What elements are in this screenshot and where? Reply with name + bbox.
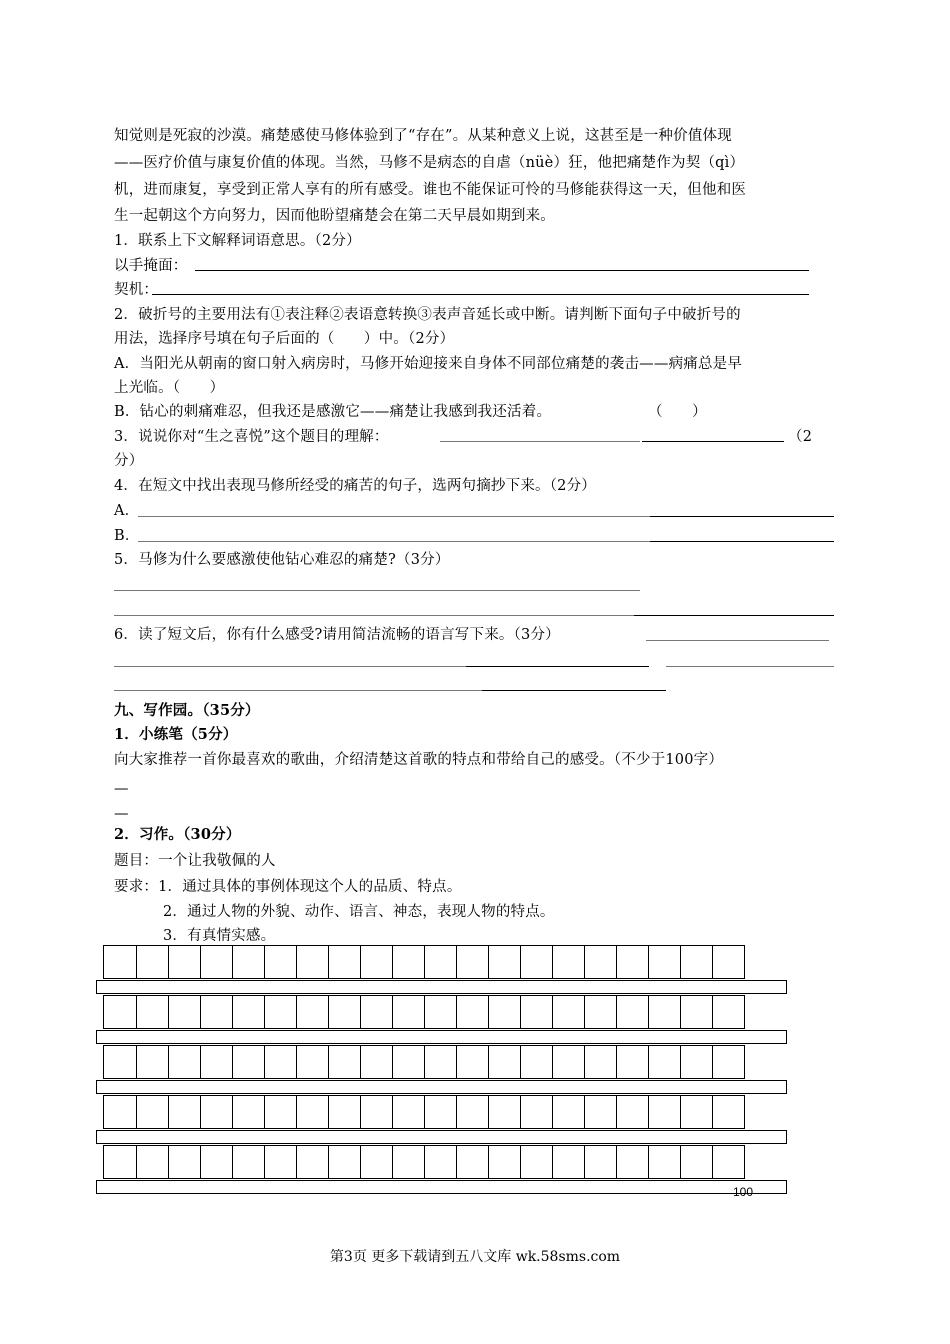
grid-cell[interactable] xyxy=(712,945,745,979)
essay-requirement: 3．有真情实感。 xyxy=(163,928,276,944)
grid-cell[interactable] xyxy=(328,1145,361,1179)
grid-cell[interactable] xyxy=(456,995,489,1029)
answer-line xyxy=(440,441,640,442)
q2-option-b-paren: （ ） xyxy=(648,404,707,420)
grid-cell[interactable] xyxy=(200,1145,233,1179)
grid-cell[interactable] xyxy=(103,1045,137,1079)
grid-cell[interactable] xyxy=(424,1145,457,1179)
answer-line xyxy=(114,615,634,616)
grid-cell[interactable] xyxy=(232,995,265,1029)
grid-cell[interactable] xyxy=(103,945,137,979)
grid-cell[interactable] xyxy=(712,1095,745,1129)
grid-cell[interactable] xyxy=(616,1145,649,1179)
answer-line xyxy=(152,294,809,295)
q3-score-cont: 分） xyxy=(114,453,144,469)
grid-cell[interactable] xyxy=(488,995,521,1029)
answer-line xyxy=(482,690,666,691)
grid-cell[interactable] xyxy=(296,945,329,979)
grid-cell[interactable] xyxy=(360,1095,393,1129)
grid-cell[interactable] xyxy=(680,995,713,1029)
grid-cell[interactable] xyxy=(328,995,361,1029)
question-2-cont: 用法，选择序号填在句子后面的（ ）中。（2分） xyxy=(114,331,455,347)
dash-mark: — xyxy=(114,806,129,822)
grid-cell[interactable] xyxy=(103,1095,137,1129)
grid-cell[interactable] xyxy=(168,995,201,1029)
grid-cell[interactable] xyxy=(488,1045,521,1079)
grid-cell[interactable] xyxy=(232,945,265,979)
grid-cell[interactable] xyxy=(360,1145,393,1179)
grid-row xyxy=(103,1045,744,1079)
grid-cell[interactable] xyxy=(488,945,521,979)
grid-cell[interactable] xyxy=(552,995,585,1029)
grid-cell[interactable] xyxy=(103,995,137,1029)
grid-cell[interactable] xyxy=(584,1095,617,1129)
grid-cell[interactable] xyxy=(360,995,393,1029)
grid-cell[interactable] xyxy=(520,1095,553,1129)
grid-cell[interactable] xyxy=(616,995,649,1029)
grid-cell[interactable] xyxy=(328,1095,361,1129)
grid-row-spacer xyxy=(96,1030,787,1044)
grid-cell[interactable] xyxy=(584,945,617,979)
grid-cell[interactable] xyxy=(232,1095,265,1129)
grid-cell[interactable] xyxy=(648,1045,681,1079)
grid-cell[interactable] xyxy=(616,945,649,979)
grid-cell[interactable] xyxy=(680,1045,713,1079)
grid-cell[interactable] xyxy=(136,1145,169,1179)
grid-cell[interactable] xyxy=(520,1045,553,1079)
grid-cell[interactable] xyxy=(232,1045,265,1079)
grid-cell[interactable] xyxy=(424,1045,457,1079)
q2-option-a-cont: 上光临。（ ） xyxy=(114,380,225,396)
passage-line: 知觉则是死寂的沙漠。痛楚感使马修体验到了“存在”。从某种意义上说，这甚至是一种价值体现 xyxy=(114,128,732,144)
grid-cell[interactable] xyxy=(264,995,297,1029)
grid-cell[interactable] xyxy=(168,1045,201,1079)
grid-cell[interactable] xyxy=(232,1145,265,1179)
q4-label-a: A． xyxy=(114,503,140,519)
grid-cell[interactable] xyxy=(552,1095,585,1129)
grid-row xyxy=(103,1095,744,1129)
grid-cell[interactable] xyxy=(328,945,361,979)
answer-line xyxy=(642,441,784,442)
passage-line: 机，进而康复，享受到正常人享有的所有感受。谁也不能保证可怜的马修能获得这一天，但他和医 xyxy=(114,182,747,198)
grid-cell[interactable] xyxy=(200,1095,233,1129)
grid-cell[interactable] xyxy=(456,1095,489,1129)
essay-requirement: 2．通过人物的外貌、动作、语言、神态，表现人物的特点。 xyxy=(163,904,555,920)
answer-line xyxy=(646,640,829,641)
section-heading: 九、写作园。（35分） xyxy=(114,702,260,719)
grid-cell[interactable] xyxy=(296,1145,329,1179)
grid-cell[interactable] xyxy=(648,1145,681,1179)
subsection-heading: 1．小练笔（5分） xyxy=(114,726,238,743)
grid-cell[interactable] xyxy=(200,995,233,1029)
q2-option-b: B．钻心的刺痛难忍，但我还是感激它——痛楚让我感到我还活着。 xyxy=(114,404,552,420)
grid-cell[interactable] xyxy=(712,1145,745,1179)
grid-row xyxy=(103,945,744,979)
grid-cell[interactable] xyxy=(680,1145,713,1179)
grid-cell[interactable] xyxy=(168,1145,201,1179)
grid-row xyxy=(103,1145,744,1179)
grid-cell[interactable] xyxy=(616,1095,649,1129)
grid-cell[interactable] xyxy=(616,1045,649,1079)
grid-cell[interactable] xyxy=(136,1095,169,1129)
grid-cell[interactable] xyxy=(456,1145,489,1179)
grid-row xyxy=(103,995,744,1029)
page-footer: 第3页 更多下载请到五八文库 wk.58sms.com xyxy=(329,1249,621,1265)
grid-cell[interactable] xyxy=(552,1145,585,1179)
grid-cell[interactable] xyxy=(584,995,617,1029)
grid-row-spacer xyxy=(96,1130,787,1144)
grid-cell[interactable] xyxy=(680,1095,713,1129)
answer-line xyxy=(114,690,482,691)
character-count-marker: 100 xyxy=(733,1185,754,1199)
grid-cell[interactable] xyxy=(103,1145,137,1179)
grid-cell[interactable] xyxy=(392,995,425,1029)
grid-cell[interactable] xyxy=(552,945,585,979)
grid-cell[interactable] xyxy=(200,945,233,979)
grid-cell[interactable] xyxy=(168,945,201,979)
grid-cell[interactable] xyxy=(328,1045,361,1079)
answer-line xyxy=(114,666,466,667)
grid-row-spacer xyxy=(96,980,787,994)
grid-cell[interactable] xyxy=(456,945,489,979)
answer-line xyxy=(138,516,650,517)
passage-line: 生一起朝这个方向努力，因而他盼望痛楚会在第二天早晨如期到来。 xyxy=(114,208,555,224)
grid-cell[interactable] xyxy=(520,1145,553,1179)
answer-line xyxy=(138,541,650,542)
grid-cell[interactable] xyxy=(136,995,169,1029)
grid-cell[interactable] xyxy=(136,945,169,979)
grid-cell[interactable] xyxy=(424,1095,457,1129)
question-2: 2．破折号的主要用法有①表注释②表语意转换③表声音延长或中断。请判断下面句子中破折号的 xyxy=(114,307,741,323)
grid-cell[interactable] xyxy=(456,1045,489,1079)
grid-cell[interactable] xyxy=(712,995,745,1029)
grid-cell[interactable] xyxy=(392,1045,425,1079)
grid-cell[interactable] xyxy=(648,995,681,1029)
grid-cell[interactable] xyxy=(424,945,457,979)
grid-cell[interactable] xyxy=(520,995,553,1029)
grid-cell[interactable] xyxy=(360,945,393,979)
q4-label-b: B． xyxy=(114,528,140,544)
question-3: 3．说说你对“生之喜悦”这个题目的理解： xyxy=(114,429,389,445)
grid-row-spacer xyxy=(96,1180,787,1194)
answer-line xyxy=(466,666,649,667)
passage-line: ——医疗价值与康复价值的体现。当然，马修不是病态的自虐（nüè）狂，他把痛楚作为契（qì） xyxy=(114,155,745,171)
q1-item-label: 以手掩面： xyxy=(114,258,188,274)
question-1: 1．联系上下文解释词语意思。（2分） xyxy=(114,233,361,249)
grid-cell[interactable] xyxy=(264,945,297,979)
grid-cell[interactable] xyxy=(552,1045,585,1079)
essay-topic: 题目：一个让我敬佩的人 xyxy=(114,853,276,869)
answer-line xyxy=(666,666,834,667)
grid-cell[interactable] xyxy=(264,1145,297,1179)
grid-cell[interactable] xyxy=(392,1145,425,1179)
answer-line xyxy=(195,270,809,271)
grid-cell[interactable] xyxy=(520,945,553,979)
essay-requirement: 要求：1．通过具体的事例体现这个人的品质、特点。 xyxy=(114,879,462,895)
grid-cell[interactable] xyxy=(200,1045,233,1079)
grid-cell[interactable] xyxy=(296,1045,329,1079)
subsection-heading: 2．习作。（30分） xyxy=(114,826,241,843)
grid-cell[interactable] xyxy=(168,1095,201,1129)
answer-line xyxy=(114,590,640,591)
grid-cell[interactable] xyxy=(584,1045,617,1079)
grid-cell[interactable] xyxy=(392,945,425,979)
grid-cell[interactable] xyxy=(680,945,713,979)
grid-cell[interactable] xyxy=(296,1095,329,1129)
grid-row-spacer xyxy=(96,1080,787,1094)
grid-cell[interactable] xyxy=(488,1095,521,1129)
grid-cell[interactable] xyxy=(488,1145,521,1179)
grid-cell[interactable] xyxy=(648,1095,681,1129)
dash-mark: — xyxy=(114,781,129,797)
q1-item-label: 契机： xyxy=(114,282,159,298)
q3-score: （2 xyxy=(788,429,813,445)
grid-cell[interactable] xyxy=(296,995,329,1029)
grid-cell[interactable] xyxy=(360,1045,393,1079)
grid-cell[interactable] xyxy=(712,1045,745,1079)
grid-cell[interactable] xyxy=(264,1095,297,1129)
question-4: 4．在短文中找出表现马修所经受的痛苦的句子，选两句摘抄下来。（2分） xyxy=(114,478,596,494)
answer-line xyxy=(650,541,834,542)
grid-cell[interactable] xyxy=(264,1045,297,1079)
question-5: 5．马修为什么要感激使他钻心难忍的痛楚?（3分） xyxy=(114,552,450,568)
grid-cell[interactable] xyxy=(392,1095,425,1129)
q2-option-a: A．当阳光从朝南的窗口射入病房时，马修开始迎接来自身体不同部位痛楚的袭击——病痛总是早 xyxy=(114,356,743,372)
grid-cell[interactable] xyxy=(136,1045,169,1079)
grid-cell[interactable] xyxy=(424,995,457,1029)
grid-cell[interactable] xyxy=(584,1145,617,1179)
answer-line xyxy=(650,516,834,517)
question-6: 6．读了短文后，你有什么感受?请用简洁流畅的语言写下来。（3分） xyxy=(114,627,560,643)
writing-prompt: 向大家推荐一首你最喜欢的歌曲，介绍清楚这首歌的特点和带给自己的感受。（不少于100字） xyxy=(114,752,724,768)
answer-line xyxy=(634,615,834,616)
grid-cell[interactable] xyxy=(648,945,681,979)
